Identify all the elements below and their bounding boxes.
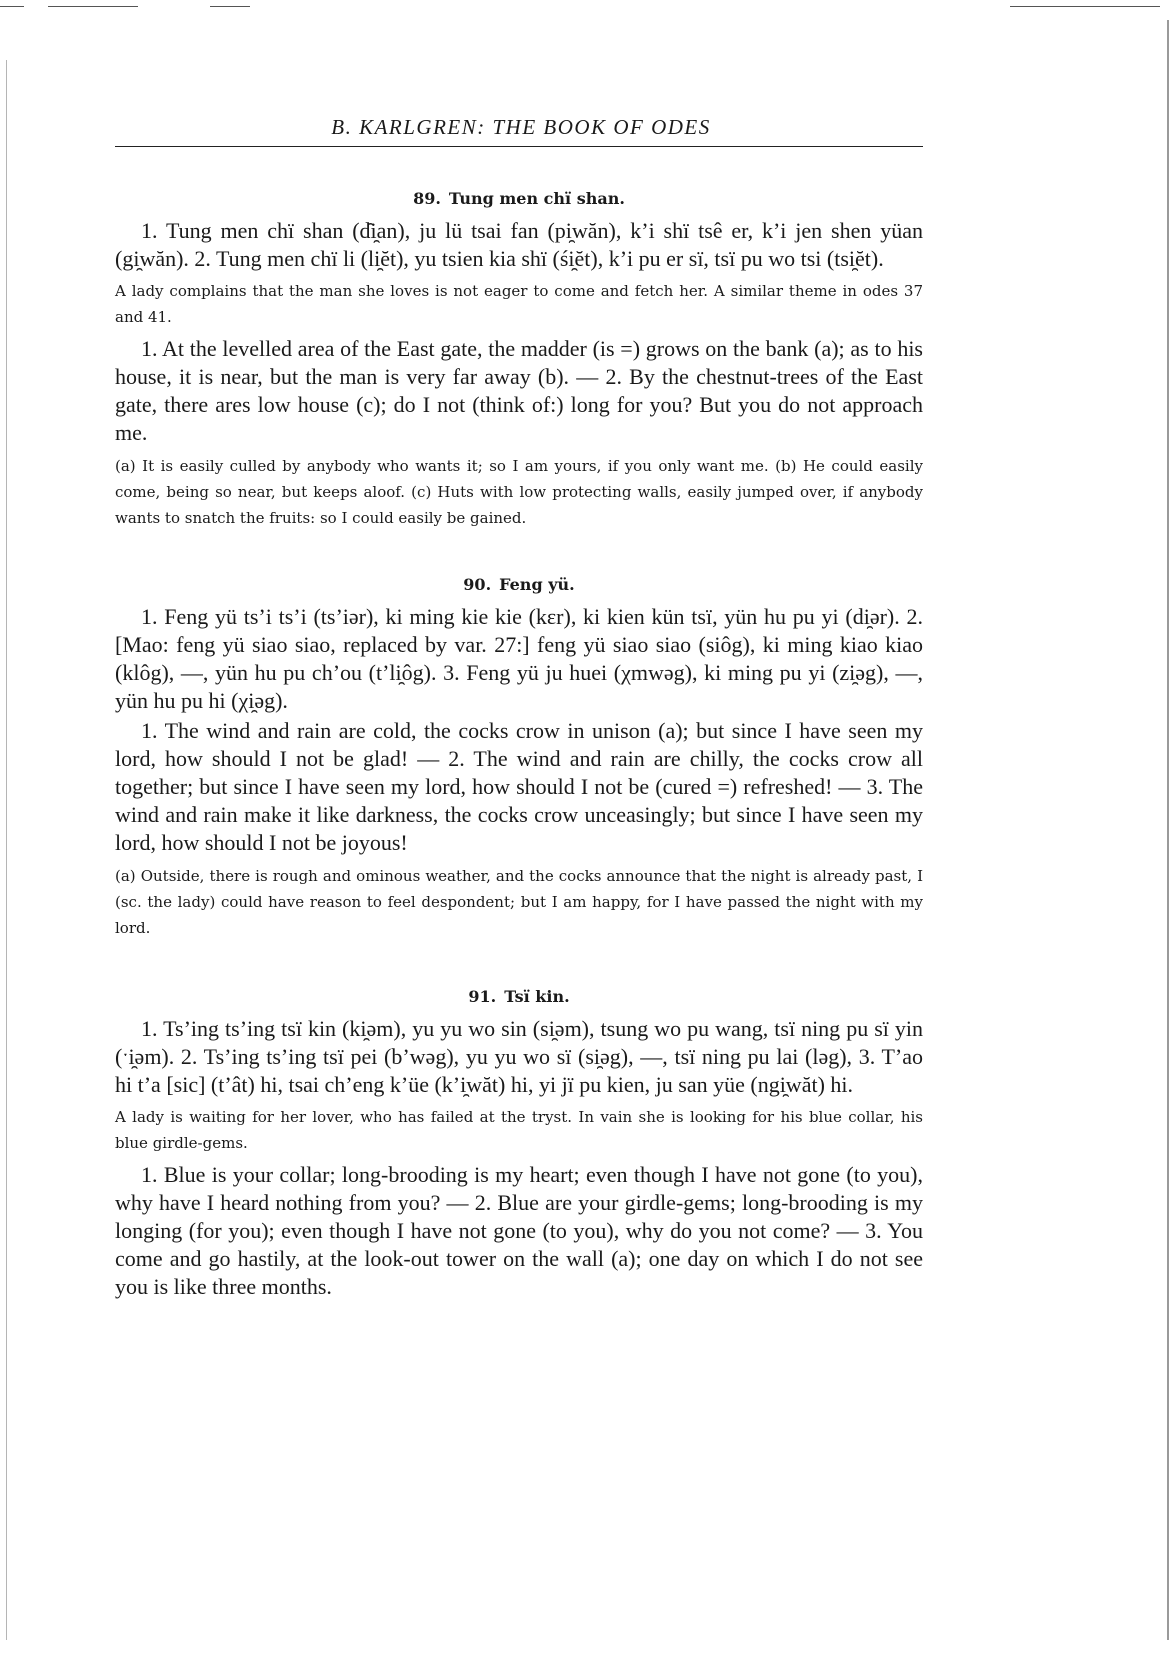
transcription: 1. Ts’ing ts’ing tsï kin (ki̯əm), yu yu wo sin (si̯əm), tsung wo pu wang, tsï ning pu sï yin (ˑi̯əm). 2. Ts’ing ts’ing tsï pei (b’wəg), yu yu wo sï (si̯əg), —, tsï ning pu lai (ləg), 3. T’ao hi t’a [sic] (t’ât) hi, tsai ch’eng k’üe (k’i̯wăt) hi, yi jï pu kien, ju san yüe (ngi̯wăt) hi. — [115, 1016, 923, 1097]
ode-number: 89. — [413, 189, 441, 208]
ode-name: Tsï kin. — [504, 987, 570, 1006]
ode-90-section — [115, 531, 923, 941]
ode-number: 90. — [463, 575, 492, 594]
translation: 1. At the levelled area of the East gate, the madder (is =) grows on the bank (a); as to his house, it is near, but the man is very far away (b). — 2. By the chestnut-trees of the East gate, there ares low house (c); do I not (think of:) long for you? But you do not approach me. — [115, 336, 923, 445]
summary-note: A lady is waiting for her lover, who has failed at the tryst. In vain she is looking for his blue collar, his blue girdle-gems. — [115, 1108, 923, 1152]
scan-edge-left — [6, 60, 7, 1640]
footnotes: (a) It is easily culled by anybody who wants it; so I am yours, if you only want me. (b) He could easily come, being so near, but keeps aloof. (c) Huts with low protecting walls, easily jumped over, if anybody wants to snatch the fruits: so I could easily be gained. — [115, 457, 923, 527]
ode-89-section — [115, 147, 923, 531]
ode-91-section — [115, 941, 923, 1301]
scan-edge-top — [0, 0, 1176, 10]
transcription: 1. Tung men chï shan (d̑i̯an), ju lü tsai fan (pi̯wăn), k’i shï tsê er, k’i jen shen yüan (gi̯wăn). 2. Tung men chï li (li̯ĕt), yu tsien kia shï (śi̯ĕt), k’i pu er sï, tsï pu wo tsi (tsi̯ĕt). — [115, 218, 923, 271]
summary-note: A lady complains that the man she loves is not eager to come and fetch her. A similar theme in odes 37 and 41. — [115, 282, 923, 326]
page — [115, 112, 923, 1301]
transcription: 1. Feng yü ts’i ts’i (ts’iər), ki ming kie kie (kɛr), ki kien kün tsï, yün hu pu yi (di̯ər). 2. [Mao: feng yü siao siao, replaced by var. 27:] feng yü siao siao (siôg), ki ming kiao kiao (klôg), —, yün hu pu ch’ou (t’li̯ôg). 3. Feng yü ju huei (χmwəg), ki ming pu yi (zi̯əg), —, yün hu pu hi (χi̯əg). — [115, 604, 923, 713]
ode-name: Feng yü. — [499, 575, 575, 594]
translation: 1. The wind and rain are cold, the cocks crow in unison (a); but since I have seen my lord, how should I not be glad! — 2. The wind and rain are chilly, the cocks crow all together; but since I have seen my lord, how should I not be (cured =) refreshed! — 3. The wind and rain make it like darkness, the cocks crow unceasingly; but since I have seen my lord, how should I not be joyous! — [115, 718, 923, 855]
ode-title — [115, 187, 923, 211]
ode-title — [115, 573, 923, 597]
translation: 1. Blue is your collar; long-brooding is my heart; even though I have not gone (to you), why have I heard nothing from you? — 2. Blue are your girdle-gems; long-brooding is my longing (for you); even though I have not gone (to you), why do you not come? — 3. You come and go hastily, at the look-out tower on the wall (a); one day on which I do not see you is like three months. — [115, 1162, 923, 1299]
scan-edge-right — [1167, 20, 1169, 1640]
ode-number: 91. — [468, 987, 497, 1006]
footnotes: (a) Outside, there is rough and ominous weather, and the cocks announce that the night is already past, I (sc. the lady) could have reason to feel despondent; but I am happy, for I have passed the night with my lord. — [115, 867, 923, 937]
running-head: B. KARLGREN: THE BOOK OF ODES — [331, 115, 711, 139]
ode-title — [115, 985, 923, 1009]
ode-name: Tung men chï shan. — [448, 189, 625, 208]
